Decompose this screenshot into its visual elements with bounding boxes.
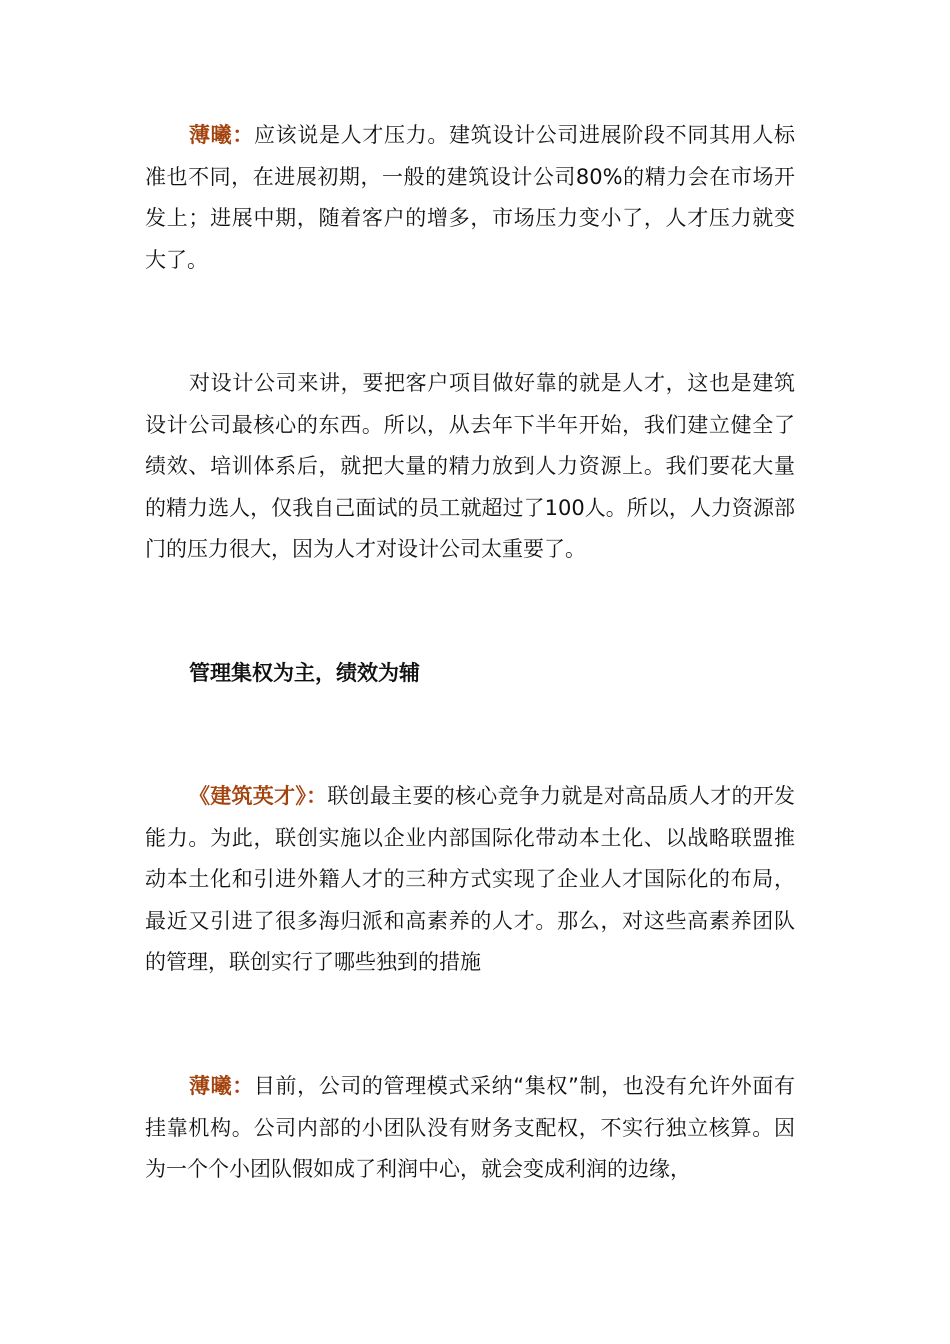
speaker-label: 薄曦： (189, 1074, 254, 1098)
paragraph-text: 应该说是人才压力。建筑设计公司进展阶段不同其用人标准也不同，在进展初期，一般的建筑设计公司80%的精力会在市场开发上；进展中期，随着客户的增多，市场压力变小了，人才压力就变大了。 (145, 123, 795, 272)
speaker-label: 《建筑英才》： (189, 784, 328, 808)
paragraph-text: 目前，公司的管理模式采纳“集权”制，也没有允许外面有挂靠机构。公司内部的小团队没有财务支配权，不实行独立核算。因为一个个小团队假如成了利润中心，就会变成利润的边缘， (145, 1074, 796, 1181)
interview-answer-paragraph (145, 1066, 795, 1191)
paragraph-text: 联创最主要的核心竞争力就是对高品质人才的开发能力。为此，联创实施以企业内部国际化带动本土化、以战略联盟推动本土化和引进外籍人才的三种方式实现了企业人才国际化的布局，最近又引进了很多海归派和高素养的人才。那么，对这些高素养团队的管理，联创实行了哪些独到的措施 (145, 784, 795, 974)
section-heading: 管理集权为主，绩效为辅 (189, 661, 420, 685)
paragraph-text: 对设计公司来讲，要把客户项目做好靠的就是人才，这也是建筑设计公司最核心的东西。所以，从去年下半年开始，我们建立健全了绩效、培训体系后，就把大量的精力放到人力资源上。我们要花大量的精力选人，仅我自己面试的员工就超过了100人。所以，人力资源部门的压力很大，因为人才对设计公司太重要了。 (145, 371, 795, 561)
interview-question-paragraph (145, 776, 795, 984)
body-paragraph (145, 363, 795, 571)
interview-answer-paragraph (145, 115, 795, 281)
speaker-label: 薄曦： (189, 123, 254, 147)
